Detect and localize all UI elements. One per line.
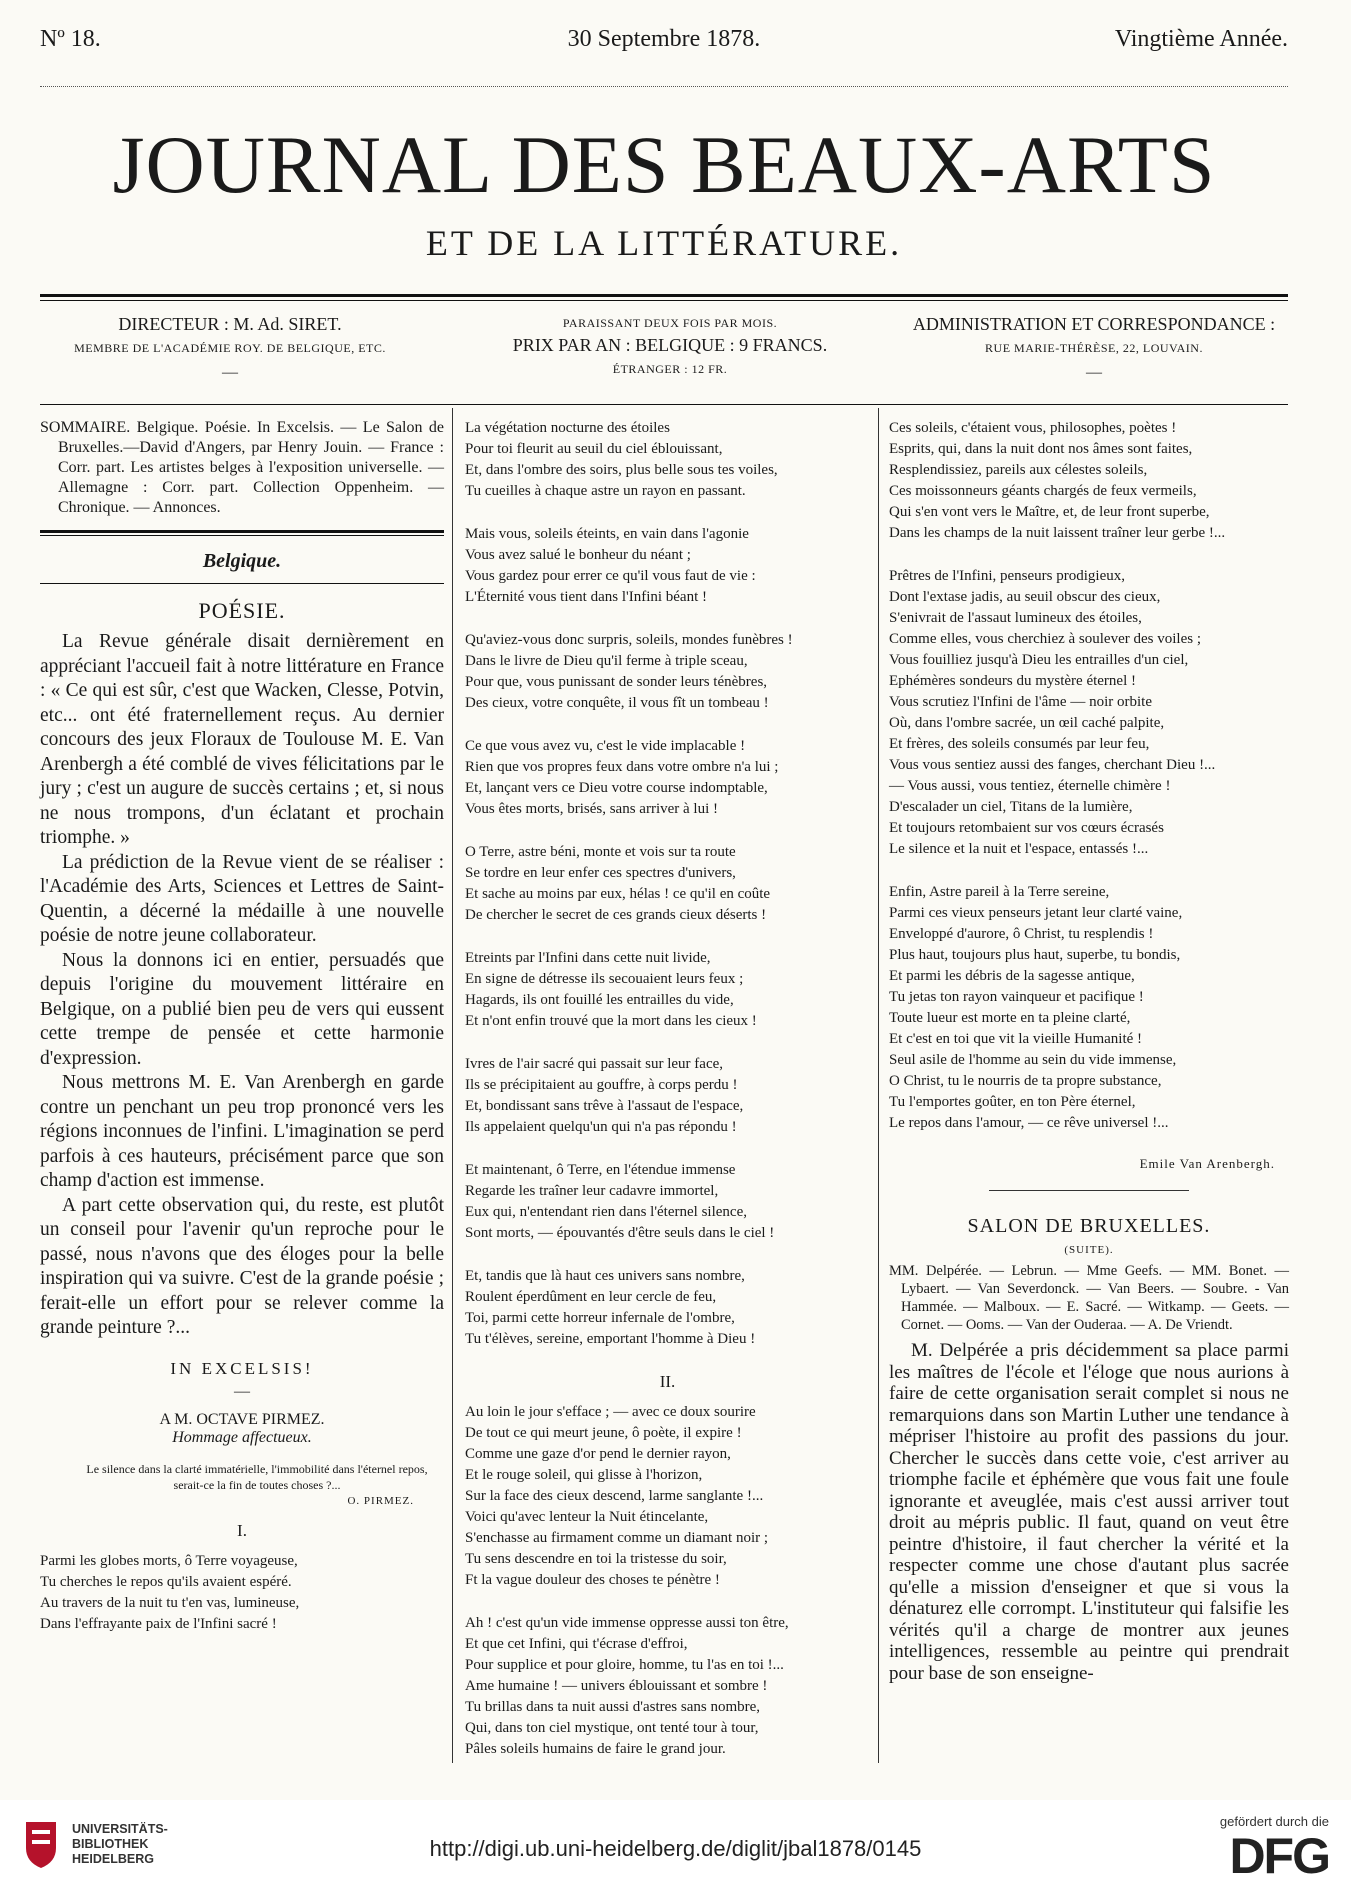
verse-line: Enfin, Astre pareil à la Terre sereine,: [889, 884, 1110, 900]
verse-line: S'enchasse au firmament comme un diamant noir ;: [465, 1530, 769, 1546]
verse-line: Dont l'extase jadis, au seuil obscur des cieux,: [889, 589, 1161, 605]
verse-line: Sont morts, — épouvantés d'être seuls dans le ciel !: [465, 1225, 775, 1241]
verse-line: Et, dans l'ombre des soirs, plus belle sous tes voiles,: [465, 462, 778, 478]
verse-line: Regarde les traîner leur cadavre immortel,: [465, 1183, 719, 1199]
poem-part-one: [465, 418, 870, 1350]
verse-line: Toi, parmi cette horreur infernale de l'ombre,: [465, 1310, 735, 1326]
verse-line: Pour que, vous punissant de sonder leurs ténèbres,: [465, 674, 768, 690]
epigraph-signature: O. PIRMEZ.: [347, 1494, 414, 1507]
verse-line: Voici qu'avec lenteur la Nuit étincelante,: [465, 1509, 709, 1525]
stanza: [465, 524, 870, 608]
verse-line: Tu sens descendre en toi la tristesse du soir,: [465, 1551, 727, 1567]
verse-line: Et, tandis que là haut ces univers sans nombre,: [465, 1268, 745, 1284]
verse-line: O Terre, astre béni, monte et vois sur ta route: [465, 844, 736, 860]
digitization-footer: [0, 1800, 1351, 1899]
verse-line: Comme une gaze d'or pend le dernier rayon,: [465, 1446, 731, 1462]
verse-line: Vous vous sentiez aussi des fanges, cherchant Dieu !...: [889, 757, 1216, 773]
verse-line: Toute lueur est morte en ta pleine clarté,: [889, 1010, 1131, 1026]
verse-line: Et toujours retombaient sur vos cœurs écrasés: [889, 820, 1164, 836]
stanza: [889, 566, 1289, 860]
permalink-url[interactable]: http://digi.ub.uni-heidelberg.de/diglit/jbal1878/0145: [429, 1836, 922, 1861]
verse-line: Etreints par l'Infini dans cette nuit livide,: [465, 950, 711, 966]
verse-line: Et c'est en toi que vit la vieille Humanité !: [889, 1031, 1143, 1047]
verse-line: Mais vous, soleils éteints, en vain dans l'agonie: [465, 526, 749, 542]
verse-line: Tu t'élèves, sereine, emportant l'homme à Dieu !: [465, 1331, 756, 1347]
library-name: UNIVERSITÄTS- BIBLIOTHEK HEIDELBERG: [72, 1822, 168, 1866]
verse-line: Tu cueilles à chaque astre un rayon en passant.: [465, 483, 746, 499]
verse-line: Roulent éperdûment en leur cercle de feu,: [465, 1289, 717, 1305]
verse-line: Tu cherches le repos qu'ils avaient espéré.: [40, 1573, 292, 1590]
header-rule-thick: [40, 294, 1288, 297]
header-rule-thin: [40, 300, 1288, 301]
stanza: [465, 418, 870, 502]
verse-line: Ft la vague douleur des choses te pénètre !: [465, 1572, 720, 1588]
sommaire-rule-thin: [40, 535, 444, 536]
verse-line: D'escalader un ciel, Titans de la lumière,: [889, 799, 1133, 815]
stanza: [465, 630, 870, 714]
verse-line: S'enivrait de l'assaut lumineux des étoiles,: [889, 610, 1142, 626]
verse-line: Pâles soleils humains de faire le grand jour.: [465, 1741, 726, 1757]
verse-line: Dans le livre de Dieu qu'il ferme à triple sceau,: [465, 653, 748, 669]
verse-line: L'Éternité vous tient dans l'Infini béant !: [465, 589, 708, 605]
part-one-heading: I.: [237, 1520, 247, 1540]
verse-line: Sur la face des cieux descend, larme sanglante !...: [465, 1488, 764, 1504]
stanza: [465, 948, 870, 1032]
verse-line: Seul asile de l'homme au sein du vide immense,: [889, 1052, 1177, 1068]
foreign-price: ÉTRANGER : 12 FR.: [612, 362, 728, 376]
column-divider-1: [452, 408, 453, 1763]
masthead-subtitle: ET DE LA LITTÉRATURE.: [425, 223, 903, 263]
column-1: [40, 418, 444, 1635]
poesie-title: POÉSIE.: [198, 598, 286, 623]
verse-line: Et n'ont enfin trouvé que la mort dans les cieux !: [465, 1013, 757, 1029]
dotted-divider: [40, 86, 1288, 87]
column-divider-2: [878, 408, 879, 1763]
verse-line: Et, lançant vers ce Dieu votre course indomptable,: [465, 780, 768, 796]
verse-line: O Christ, tu le nourris de ta propre substance,: [889, 1073, 1162, 1089]
verse-line: Ah ! c'est qu'un vide immense oppresse aussi ton être,: [465, 1615, 789, 1631]
column-3: [889, 418, 1289, 1684]
verse-line: Ame humaine ! — univers éblouissant et sombre !: [465, 1678, 768, 1694]
paragraph: A part cette observation qui, du reste, est plutôt un conseil pour l'avenir qu'un reproche pour le passé, nous n'avons que des éloges pour la belle inspiration qui va suivre. C'est de la grande poésie ; ferait-elle un effort pour se relever comme la grande peinture ?...: [40, 1194, 444, 1338]
belgique-rule: [40, 583, 444, 584]
stanza: [465, 1613, 870, 1760]
issue-date: 30 Septembre 1878.: [567, 26, 761, 52]
verse-line: Prêtres de l'Infini, penseurs prodigieux,: [889, 568, 1125, 584]
verse-line: En signe de détresse ils secouaient leurs feux ;: [465, 971, 744, 987]
admin-block: [900, 314, 1288, 382]
verse-line: Ivres de l'air sacré qui passait sur leur face,: [465, 1056, 724, 1072]
verse-line: Et, bondissant sans trêve à l'assaut de l'espace,: [465, 1098, 744, 1114]
paragraph: Nous la donnons ici en entier, persuadés que depuis l'origine du mouvement littéraire en Belgique, on a publié bien peu de vers qui eussent cette trempe de pensée et cette harmonie d'expression.: [40, 949, 444, 1069]
address: RUE MARIE-THÉRÈSE, 22, LOUVAIN.: [985, 341, 1203, 355]
verse-line: Pour toi fleurit au seuil du ciel éblouissant,: [465, 441, 723, 457]
verse-line: Rien que vos propres feux dans votre ombre n'a lui ;: [465, 759, 779, 775]
dfg-logo[interactable]: [1220, 1814, 1329, 1883]
verse-line: Se tordre en leur enfer ces spectres d'univers,: [465, 865, 736, 881]
stanza: [465, 1402, 870, 1591]
dedication-name: A M. OCTAVE PIRMEZ.: [159, 1410, 325, 1428]
verse-line: Hagards, ils ont fouillé les entrailles du vide,: [465, 992, 734, 1008]
verse-line: La végétation nocturne des étoiles: [465, 420, 670, 436]
verse-line: Et sache au moins par eux, hélas ! ce qu'il en coûte: [465, 886, 771, 902]
verse-line: De chercher le secret de ces grands cieux déserts !: [465, 907, 767, 923]
dfg-wordmark: DFG: [1229, 1828, 1329, 1884]
masthead-title: JOURNAL DES BEAUX-ARTS: [112, 119, 1216, 210]
poem-part-two: [465, 1402, 870, 1760]
stanza: [465, 1266, 870, 1350]
verse-line: Comme elles, vous cherchiez à soulever des voiles ;: [889, 631, 1201, 647]
verse-line: Dans l'effrayante paix de l'Infini sacré !: [40, 1615, 277, 1632]
verse-line: Qu'aviez-vous donc surpris, soleils, mondes funèbres !: [465, 632, 793, 648]
director-dash: —: [222, 364, 238, 381]
admin-dash: —: [1086, 364, 1102, 381]
issue-line: [40, 26, 1288, 56]
columns-top-rule: [40, 404, 1288, 405]
section-belgique: Belgique.: [202, 550, 282, 572]
verse-line: — Vous aussi, vous tentiez, éternelle chimère !: [889, 778, 1171, 794]
verse-line: Qui, dans ton ciel mystique, ont tenté tour à tour,: [465, 1720, 759, 1736]
verse-line: Eux qui, n'entendant rien dans l'éternel silence,: [465, 1204, 747, 1220]
verse-line: Le repos dans l'amour, — ce rêve universel !...: [889, 1115, 1169, 1131]
stanza: [465, 1160, 870, 1244]
sommaire-rule: [40, 530, 444, 533]
sommaire: SOMMAIRE. Belgique. Poésie. In Excelsis. — Le Salon de Bruxelles.—David d'Angers, par Henry Jouin. — France : Corr. part. Les artistes belges à l'exposition universelle. — Allemagne : Corr. part. Collection Oppenheim. — Chronique. — Annonces.: [40, 419, 444, 516]
verse-line: Et le rouge soleil, qui glisse à l'horizon,: [465, 1467, 703, 1483]
verse-line: Le silence et la nuit et l'espace, entassés !...: [889, 841, 1149, 857]
verse-line: De tout ce qui meurt jeune, ô poète, il expire !: [465, 1425, 742, 1441]
verse-line: Ces moissonneurs géants chargés de feux vermeils,: [889, 483, 1197, 499]
issue-number: Nº 18.: [40, 26, 101, 52]
verse-line: Tu brillas dans ta nuit aussi d'astres sans nombre,: [465, 1699, 761, 1715]
part-two-heading: II.: [659, 1372, 676, 1391]
verse-line: Ces soleils, c'étaient vous, philosophes, poètes !: [889, 420, 1177, 436]
verse-line: Qui s'en vont vers le Maître, et, de leur front superbe,: [889, 504, 1210, 520]
dedication: [40, 1411, 444, 1447]
verse-line: Esprits, qui, dans la nuit dont nos âmes sont faites,: [889, 441, 1193, 457]
verse-line: Parmi ces vieux penseurs jetant leur clarté vaine,: [889, 905, 1183, 921]
frequency: PARAISSANT DEUX FOIS PAR MOIS.: [562, 316, 778, 330]
verse-line: Et que cet Infini, qui t'écrase d'effroi,: [465, 1636, 688, 1652]
price: PRIX PAR AN : BELGIQUE : 9 FRANCS.: [512, 335, 828, 355]
verse-line: Au loin le jour s'efface ; — avec ce doux sourire: [465, 1404, 756, 1420]
stanza: [465, 736, 870, 820]
verse-line: Vous avez salué le bonheur du néant ;: [465, 547, 691, 563]
verse-line: Parmi les globes morts, ô Terre voyageuse,: [40, 1552, 298, 1569]
verse-line: Et parmi les débris de la sagesse antique,: [889, 968, 1135, 984]
poem-title: IN EXCELSIS!: [170, 1358, 314, 1378]
verse-line: Plus haut, toujours plus haut, superbe, tu bondis,: [889, 947, 1181, 963]
verse-line: Et frères, des soleils consumés par leur feu,: [889, 736, 1150, 752]
paragraph: La Revue générale disait dernièrement en appréciant l'accueil fait à notre littérature en France : « Ce qui est sûr, c'est que Wacken, Clesse, Potvin, etc... ont été fraternellement reçus. Au dernier concours des jeux Floraux de Toulouse M. E. Van Arenbergh a été comblé de vives félicitations par le jury ; c'est un augure de succès certains ; et, si nous ne nous trompons, d'un éclatant et prochain triomphe. »: [40, 631, 444, 848]
verse-line: Pour supplice et pour gloire, homme, tu l'as en toi !...: [465, 1657, 784, 1673]
verse-block: [40, 1551, 444, 1635]
administration: ADMINISTRATION ET CORRESPONDANCE :: [912, 314, 1276, 334]
dedication-hommage: Hommage affectueux.: [172, 1428, 312, 1446]
salon-suite: (SUITE).: [1064, 1244, 1114, 1256]
poem-continuation: [889, 418, 1289, 1134]
stanza: [889, 418, 1289, 544]
director-block: [40, 314, 420, 382]
verse-line: Des cieux, votre conquête, il vous fît un tombeau !: [465, 695, 769, 711]
epigraph: Le silence dans la clarté immatérielle, l'immobilité dans l'éternel repos, serait-ce la fin de toutes choses ?...: [86, 1461, 428, 1492]
paragraph: La prédiction de la Revue vient de se réaliser : l'Académie des Arts, Sciences et Lettres de Saint-Quentin, a décerné la médaille à une nouvelle poésie de notre jeune collaborateur.: [40, 851, 444, 946]
paragraph: Nous mettrons M. E. Van Arenbergh en garde contre un penchant un peu trop prononcé vers les régions inconnues de l'infini. L'imagination se perd parfois à ces hauteurs, précisément parce que son champ d'action est immense.: [40, 1072, 444, 1191]
verse-line: Resplendissiez, pareils aux célestes soleils,: [889, 462, 1148, 478]
verse-line: Ephémères sondeurs du mystère éternel !: [889, 673, 1136, 689]
verse-line: Vous êtes morts, brisés, sans arriver à lui !: [465, 801, 719, 817]
verse-line: Tu jetas ton rayon vainqueur et pacifique !: [889, 989, 1144, 1005]
verse-line: Ils appelaient quelqu'un qui n'a pas répondu !: [465, 1119, 737, 1135]
separator: [989, 1190, 1189, 1191]
salon-title: SALON DE BRUXELLES.: [967, 1215, 1211, 1237]
artist-names: MM. Delpérée. — Lebrun. — Mme Geefs. — MM. Bonet. — Lybaert. — Van Severdonck. — Van Beers. — Soubre. - Van Hammée. — Malboux. — E. Sacré. — Witkamp. — Geets. — Cornet. — Ooms. — Van der Ouderaa. — A. De Vriendt.: [889, 1263, 1289, 1333]
verse-line: Vous scrutiez l'Infini de l'âme — noir orbite: [889, 694, 1152, 710]
verse-line: Et maintenant, ô Terre, en l'étendue immense: [465, 1162, 736, 1178]
director: DIRECTEUR : M. Ad. SIRET.: [118, 314, 342, 334]
director-membership: MEMBRE DE L'ACADÉMIE ROY. DE BELGIQUE, ETC.: [74, 341, 386, 355]
verse-line: Au travers de la nuit tu t'en vas, lumineuse,: [40, 1594, 300, 1611]
verse-line: Ce que vous avez vu, c'est le vide implacable !: [465, 738, 746, 754]
verse-line: Vous fouilliez jusqu'à Dieu les entrailles d'un ciel,: [889, 652, 1189, 668]
verse-line: Dans les champs de la nuit laissent traîner leur gerbe !...: [889, 525, 1226, 541]
stanza: [465, 842, 870, 926]
verse-line: Enveloppé d'aurore, ô Christ, tu resplendis !: [889, 926, 1154, 942]
verse-line: Où, dans l'ombre sacrée, un œil caché palpite,: [889, 715, 1165, 731]
salon-paragraph: M. Delpérée a pris décidemment sa place parmi les maîtres de l'école et l'éloge que nous aurions à faire de cette organisation serait complet si nous ne remarquions dans son Martin Luther une tendance à mépriser l'histoire au profit des passions du jour. Chercher le succès dans cette voie, c'est arriver au triomphe facile et éphémère que vous fait une foule ignorante et aveuglée, mais c'est aussi arriver tout droit au mépris public. Il faut, quand on veut être peintre d'histoire, il faut chercher la vérité et la respecter comme une chose d'autant plus sacrée qu'elle a mission d'enseigner et que si vous la dénaturez elle corrompt. L'instituteur qui falsifie les vérités qu'il a charge de montrer aux jeunes intelligences, ressemble au peintre qui prendrait pour base de son enseigne-: [889, 1340, 1289, 1684]
price-block: [470, 314, 870, 377]
stanza: [465, 1054, 870, 1138]
poem-signature: Emile Van Arenbergh.: [1139, 1156, 1275, 1171]
verse-line: Ils se précipitaient au gouffre, à corps perdu !: [465, 1077, 738, 1093]
issue-year: Vingtième Année.: [1114, 26, 1288, 52]
stanza: [889, 882, 1289, 1134]
verse-line: Tu l'emportes goûter, en ton Père éternel,: [889, 1094, 1136, 1110]
poem-dash: —: [234, 1382, 250, 1400]
column-2: [465, 418, 870, 1782]
verse-line: Vous gardez pour errer ce qu'il vous faut de vie :: [465, 568, 756, 584]
funded-by: gefördert durch die: [1219, 1814, 1329, 1829]
